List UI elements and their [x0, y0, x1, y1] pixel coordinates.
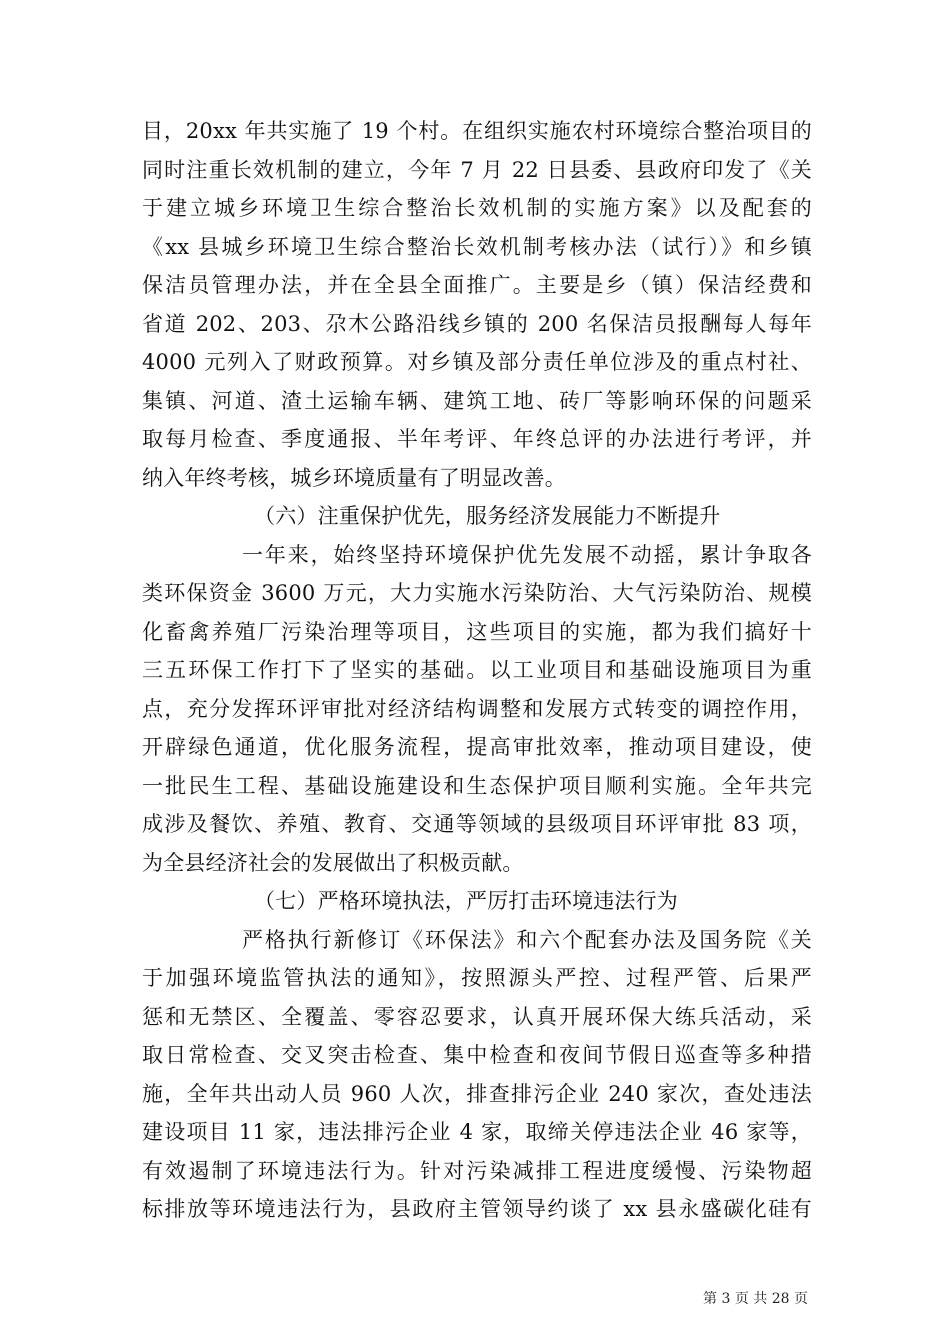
- text-line: 标排放等环境违法行为，县政府主管领导约谈了 xx 县永盛碳化硅有: [142, 1197, 812, 1221]
- text-line: 为全县经济社会的发展做出了积极贡献。: [142, 850, 524, 875]
- text-line: 一年来，始终坚持环境保护优先发展不动摇，累计争取各: [242, 542, 812, 567]
- text-line: 惩和无禁区、全覆盖、零容忍要求，认真开展环保大练兵活动，采: [142, 1004, 812, 1029]
- text-line: 于建立城乡环境卫生综合整治长效机制的实施方案》以及配套的: [142, 196, 812, 220]
- text-line: 严格执行新修订《环保法》和六个配套办法及国务院《关: [242, 927, 812, 952]
- text-line: 化畜禽养殖厂污染治理等项目，这些项目的实施，都为我们搞好十: [142, 619, 812, 644]
- text-line: 于加强环境监管执法的通知》，按照源头严控、过程严管、后果严: [142, 966, 812, 990]
- text-line: 集镇、河道、渣土运输车辆、建筑工地、砖厂等影响环保的问题采: [142, 388, 812, 413]
- text-line: 类环保资金 3600 万元，大力实施水污染防治、大气污染防治、规模: [142, 581, 812, 605]
- page-number: 第 3 页 共 28 页: [703, 1291, 808, 1307]
- text-line: 建设项目 11 家，违法排污企业 4 家，取缔关停违法企业 46 家等，: [142, 1120, 812, 1144]
- text-line: 纳入年终考核，城乡环境质量有了明显改善。: [142, 465, 566, 490]
- text-line: 开辟绿色通道，优化服务流程，提高审批效率，推动项目建设，使: [142, 735, 812, 759]
- text-line: 取每月检查、季度通报、半年考评、年终总评的办法进行考评，并: [142, 427, 812, 451]
- text-line: 施，全年共出动人员 960 人次，排查排污企业 240 家次，查处违法: [142, 1081, 812, 1106]
- text-line: 省道 202、203、尕木公路沿线乡镇的 200 名保洁员报酬每人每年: [142, 311, 812, 336]
- text-line: 《xx 县城乡环境卫生综合整治长效机制考核办法（试行）》和乡镇: [142, 234, 812, 259]
- text-line: 取日常检查、交叉突击检查、集中检查和夜间节假日巡查等多种措: [142, 1043, 812, 1067]
- text-line: 三五环保工作打下了坚实的基础。以工业项目和基础设施项目为重: [142, 658, 812, 682]
- section-heading-7: （七）严格环境执法，严厉打击环境违法行为: [254, 889, 678, 913]
- text-line: 一批民生工程、基础设施建设和生态保护项目顺利实施。全年共完: [142, 773, 812, 798]
- text-line: 同时注重长效机制的建立，今年 7 月 22 日县委、县政府印发了《关: [142, 157, 812, 182]
- document-body: [142, 112, 812, 1229]
- text-line: 有效遏制了环境违法行为。针对污染减排工程进度缓慢、污染物超: [142, 1158, 812, 1183]
- text-line: 点，充分发挥环评审批对经济结构调整和发展方式转变的调控作用，: [142, 696, 812, 721]
- text-line: 保洁员管理办法，并在全县全面推广。主要是乡（镇）保洁经费和: [142, 273, 812, 297]
- text-line: 成涉及餐饮、养殖、教育、交通等领域的县级项目环评审批 83 项，: [142, 812, 812, 836]
- text-line: 目，20xx 年共实施了 19 个村。在组织实施农村环境综合整治项目的: [142, 119, 812, 143]
- text-line: 4000 元列入了财政预算。对乡镇及部分责任单位涉及的重点村社、: [142, 350, 812, 374]
- section-heading-6: （六）注重保护优先，服务经济发展能力不断提升: [254, 504, 721, 528]
